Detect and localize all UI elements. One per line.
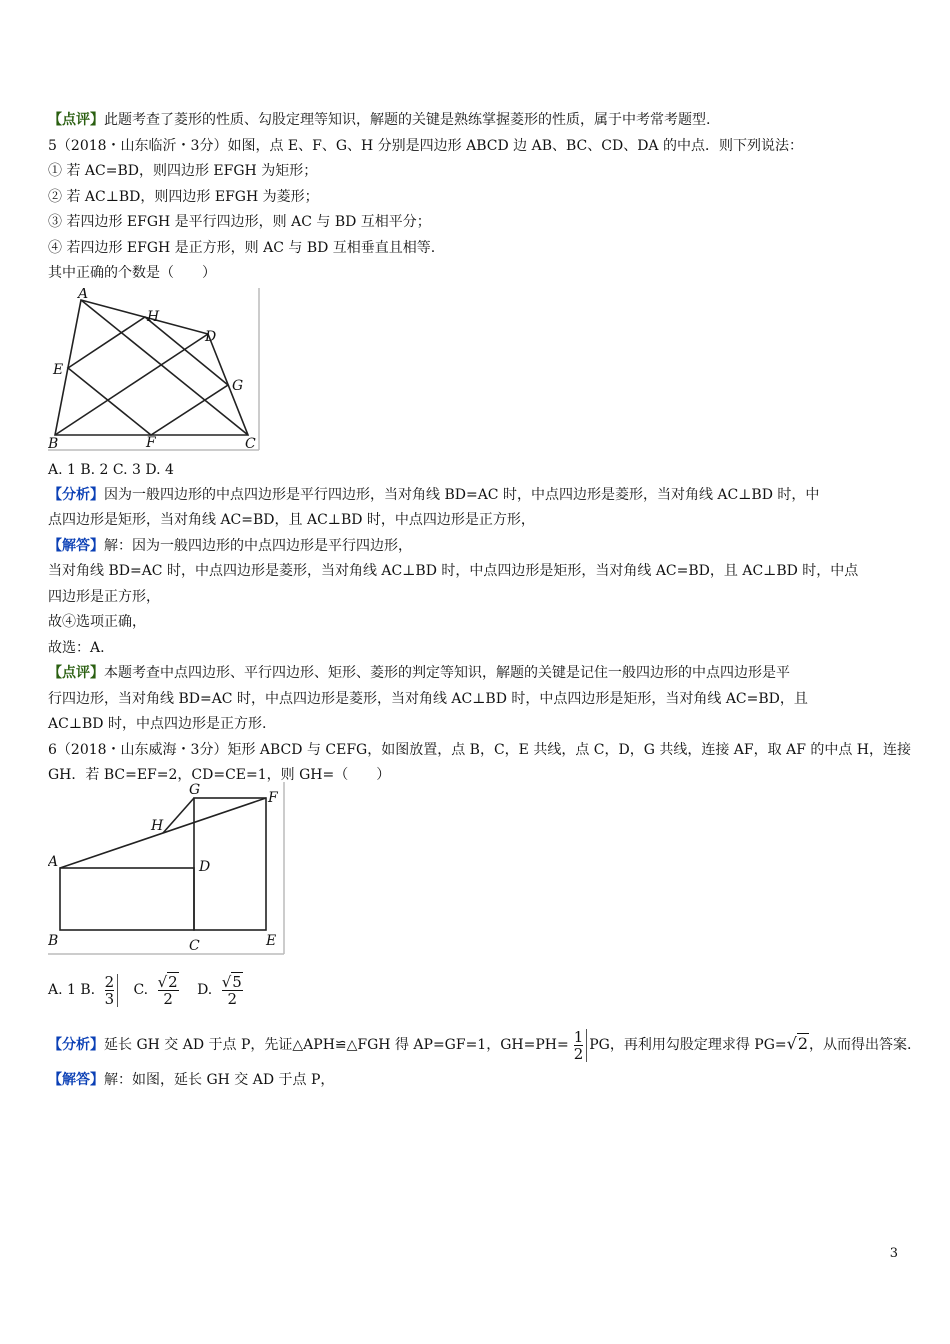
answer-5-line-4: 故④选项正确，	[48, 614, 146, 630]
option-d-label: D.	[197, 982, 213, 998]
label-D: D	[205, 329, 217, 345]
label-F: F	[268, 790, 278, 806]
review-tag: 【点评】	[48, 665, 104, 681]
statement-2: ② 若 AC⊥BD，则四边形 EFGH 为菱形；	[48, 189, 319, 205]
question-5-prompt: 其中正确的个数是（ ）	[48, 265, 216, 281]
statement-4: ④ 若四边形 EFGH 是正方形，则 AC 与 BD 互相垂直且相等.	[48, 240, 436, 256]
label-A: A	[48, 854, 59, 870]
answer-6-line	[48, 1068, 904, 1092]
option-c-fraction: $\frac{√2}{2}$	[157, 972, 178, 1008]
label-E: E	[53, 362, 64, 378]
option-a-b-label: A. 1 B.	[48, 982, 96, 998]
answer-5-line-2: 当对角线 BD=AC 时，中点四边形是菱形，当对角线 AC⊥BD 时，中点四边形是矩形，当对角线 AC=BD，且 AC⊥BD 时，中点	[48, 563, 859, 579]
analysis-5-line-1	[48, 483, 904, 507]
label-G: G	[232, 378, 244, 394]
answer-tag: 【解答】	[48, 538, 104, 554]
review-line	[48, 108, 904, 132]
option-c-label: C.	[133, 982, 149, 998]
label-D: D	[199, 859, 211, 875]
review-5-line-3: AC⊥BD 时，中点四边形是正方形.	[48, 716, 267, 732]
label-C: C	[245, 436, 256, 452]
review-tag: 【点评】	[48, 112, 104, 128]
label-A: A	[78, 288, 89, 302]
label-H: H	[151, 818, 164, 834]
label-G: G	[189, 782, 201, 798]
document-page	[48, 0, 912, 1344]
review-text: 本题考查中点四边形、平行四边形、矩形、菱形的判定等知识，解题的关键是记住一般四边形的中点四边形是平	[104, 665, 790, 681]
analysis-tag: 【分析】	[48, 1037, 104, 1053]
answer-5-line-5: 故选：A.	[48, 640, 105, 656]
label-E: E	[266, 933, 277, 949]
figure-quadrilateral	[48, 288, 262, 454]
answer-text: 解：如图，延长 GH 交 AD 于点 P，	[104, 1072, 335, 1088]
statement-3: ③ 若四边形 EFGH 是平行四边形，则 AC 与 BD 互相平分；	[48, 214, 431, 230]
analysis-fraction: $\frac{1}{2}$	[571, 1029, 588, 1062]
label-H: H	[147, 309, 160, 325]
review-5-line-1	[48, 661, 904, 685]
analysis-radical: √2	[786, 1034, 809, 1053]
answer-5-line-3: 四边形是正方形，	[48, 589, 160, 605]
answer-text: 解：因为一般四边形的中点四边形是平行四边形，	[104, 538, 412, 554]
label-C: C	[189, 938, 200, 954]
analysis-tag: 【分析】	[48, 487, 104, 503]
question-5-options: A. 1 B. 2 C. 3 D. 4	[48, 462, 174, 478]
analysis-5-line-2: 点四边形是矩形，当对角线 AC=BD，且 AC⊥BD 时，中点四边形是正方形，	[48, 512, 535, 528]
question-5-stem: 5（2018・山东临沂・3分）如图，点 E、F、G、H 分别是四边形 ABCD 边 AB、BC、CD、DA 的中点．则下列说法：	[48, 138, 803, 154]
analysis-6-line: 【分析】延长 GH 交 AD 于点 P，先证△APH≌△FGH 得 AP=GF=1，GH=PH= $\frac{1}{2}$ PG，再利用勾股定理求得 PG=√2，从而得出答案.	[48, 1027, 912, 1063]
question-6-stem-1: 6（2018・山东威海・3分）矩形 ABCD 与 CEFG，如图放置，点 B，C，E 共线，点 C，D，G 共线，连接 AF，取 AF 的中点 H，连接	[48, 742, 912, 758]
label-B: B	[48, 436, 59, 452]
option-d-fraction: $\frac{√5}{2}$	[221, 972, 242, 1008]
statement-1: ① 若 AC=BD，则四边形 EFGH 为矩形；	[48, 163, 318, 179]
analysis-text: 因为一般四边形的中点四边形是平行四边形，当对角线 BD=AC 时，中点四边形是菱形，当对角线 AC⊥BD 时，中	[104, 487, 820, 503]
review-5-line-2: 行四边形，当对角线 BD=AC 时，中点四边形是菱形，当对角线 AC⊥BD 时，中点四边形是矩形，当对角线 AC=BD，且	[48, 691, 808, 707]
answer-5-line-1	[48, 534, 904, 558]
review-text: 此题考查了菱形的性质、勾股定理等知识，解题的关键是熟练掌握菱形的性质，属于中考常考题型.	[104, 112, 711, 128]
question-6-options	[48, 970, 904, 1010]
page-number: 3	[889, 1246, 898, 1261]
question-6-stem-2: GH．若 BC=EF=2，CD=CE=1，则 GH=（ ）	[48, 767, 391, 783]
label-F: F	[146, 435, 156, 451]
label-B: B	[48, 933, 59, 949]
figure-rectangles	[48, 782, 288, 960]
answer-tag: 【解答】	[48, 1072, 104, 1088]
option-b-fraction: $\frac{2}{3}$	[102, 974, 119, 1007]
